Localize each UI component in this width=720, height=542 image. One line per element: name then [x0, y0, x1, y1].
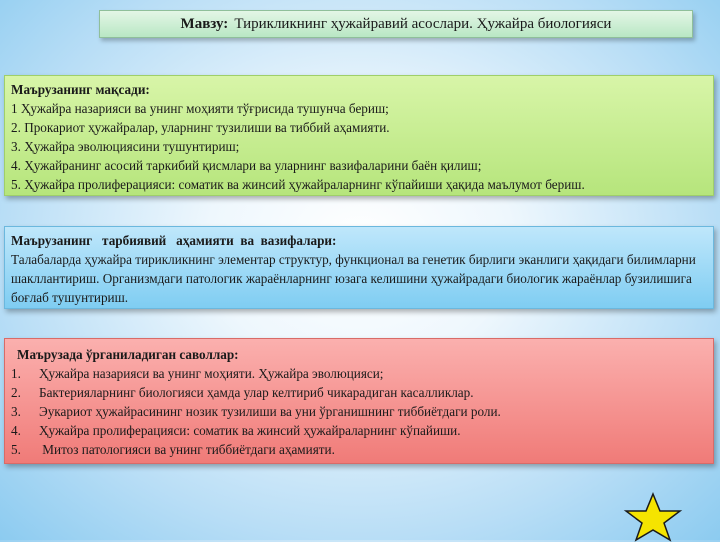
slide-title — [99, 10, 693, 38]
question-number: 1. — [11, 366, 21, 381]
title-text: Тирикликнинг ҳужайравий асослари. Ҳужайра биологияси — [234, 15, 612, 32]
educational-text: Талабаларда ҳужайра тирикликнинг элементар структур, функционал ва генетик бирлиги эканлиги ҳақидаги билимларни шакллантириш. Организмдаги патологик жараёнларнинг юзага келишини ҳужайрадаги биологик жараёнлар бузилишига боғлаб тушунтириш. — [11, 252, 696, 305]
question-item — [11, 383, 707, 402]
goals-panel — [4, 75, 714, 196]
star-shape — [626, 494, 680, 540]
question-number: 5. — [11, 442, 21, 457]
educational-panel — [4, 226, 714, 309]
goals-item: 2. Прокариот ҳужайралар, уларнинг тузилиши ва тиббий аҳамияти. — [11, 120, 390, 135]
question-text: Митоз патологияси ва унинг тиббиётдаги аҳамияти. — [39, 442, 335, 457]
question-text: Ҳужайра пролиферацияси: соматик ва жинсий ҳужайраларнинг кўпайиши. — [39, 423, 461, 438]
question-number: 4. — [11, 423, 21, 438]
question-text: Эукариот ҳужайрасининг нозик тузилиши ва уни ўрганишнинг тиббиётдаги роли. — [39, 404, 501, 419]
goals-heading: Маърузанинг мақсади: — [11, 82, 150, 97]
title-label: Мавзу: — [180, 15, 229, 32]
questions-heading: Маърузада ўрганиладиган саволлар: — [17, 347, 239, 362]
questions-panel — [4, 338, 714, 464]
question-number: 3. — [11, 404, 21, 419]
question-item — [11, 364, 707, 383]
star-icon — [622, 492, 684, 542]
question-text: Бактерияларнинг биологияси ҳамда улар келтириб чикарадиган касалликлар. — [39, 385, 474, 400]
question-item — [11, 402, 707, 421]
goals-item: 5. Ҳужайра пролиферацияси: соматик ва жинсий ҳужайраларнинг кўпайиши ҳақида маълумот бериш. — [11, 177, 585, 192]
question-item — [11, 440, 707, 459]
goals-item: 4. Ҳужайранинг асосий таркибий қисмлари ва уларнинг вазифаларини баён қилиш; — [11, 158, 482, 173]
question-item — [11, 421, 707, 440]
goals-item: 3. Ҳужайра эволюциясини тушунтириш; — [11, 139, 240, 154]
question-number: 2. — [11, 385, 21, 400]
goals-item: 1 Ҳужайра назарияси ва унинг моҳияти тўғрисида тушунча бериш; — [11, 101, 389, 116]
question-text: Ҳужайра назарияси ва унинг моҳияти. Ҳужайра эволюцияси; — [39, 366, 384, 381]
educational-heading: Маърузанинг тарбиявий аҳамияти ва вазифалари: — [11, 233, 337, 248]
